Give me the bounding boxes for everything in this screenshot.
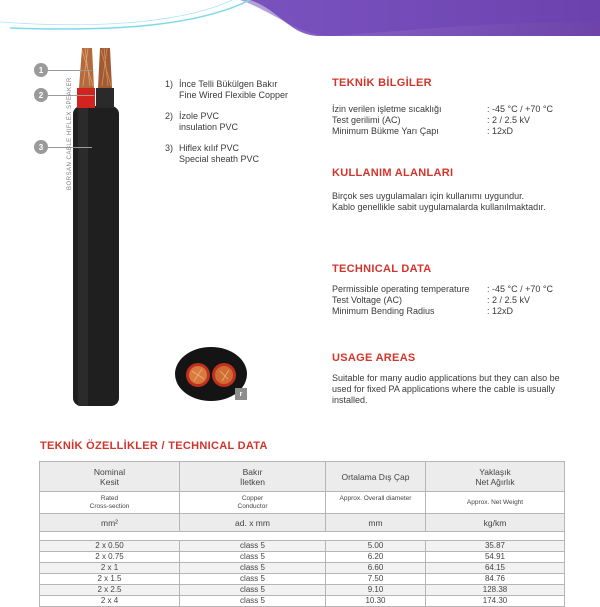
section-title-technical-data: TECHNICAL DATA (332, 263, 432, 275)
spec-row (332, 306, 577, 317)
cross-section-badge: r (235, 388, 247, 400)
spec-key: Test Voltage (AC) (332, 295, 403, 305)
legend-number: 3) (165, 143, 174, 153)
column-header: Ortalama Dış Çap (326, 462, 426, 492)
table-cell: 2 x 2.5 (40, 585, 180, 596)
legend-tr: İzole PVC (179, 111, 220, 121)
spec-row (332, 295, 577, 306)
info-column (332, 78, 577, 406)
legend-item (165, 143, 325, 165)
unit-cell: ad. x mm (180, 514, 326, 532)
table-cell: 128.38 (426, 585, 565, 596)
table-cell: class 5 (180, 541, 326, 552)
table-cell: 6.60 (326, 563, 426, 574)
table-cell: class 5 (180, 552, 326, 563)
table-cell: 7.50 (326, 574, 426, 585)
table-cell: 2 x 0.50 (40, 541, 180, 552)
table-cell: 2 x 0.75 (40, 552, 180, 563)
spec-key: Minimum Bending Radius (332, 306, 435, 316)
spec-row (332, 126, 577, 137)
column-subheader: Approx. Net Weight (426, 492, 565, 514)
table-cell: class 5 (180, 574, 326, 585)
usage-line: Suitable for many audio applications but they can also be (332, 373, 560, 383)
component-legend (165, 79, 325, 175)
table-cell: class 5 (180, 596, 326, 607)
column-header: Nominal Kesit (40, 462, 180, 492)
legend-tr: Hiflex kılıf PVC (179, 143, 240, 153)
legend-tr: İnce Telli Bükülgen Bakır (179, 79, 278, 89)
spec-value: : 2 / 2.5 kV (487, 295, 531, 305)
column-subheader: Rated Cross-section (40, 492, 180, 514)
table-title: TEKNİK ÖZELLİKLER / TECHNICAL DATA (40, 440, 268, 452)
callout-marker: 2 (34, 88, 48, 102)
kullanim-line: Birçok ses uygulamaları için kullanımı uygundur. (332, 191, 525, 201)
table-subheader-row (40, 492, 565, 514)
table-cell: class 5 (180, 585, 326, 596)
section-title-usage-areas: USAGE AREAS (332, 352, 416, 364)
spec-key: Permissible operating temperature (332, 284, 470, 294)
legend-number: 1) (165, 79, 174, 89)
table-row (40, 563, 565, 574)
table-cell: 174.30 (426, 596, 565, 607)
usage-line: used for fixed PA applications where the cable is usually (332, 384, 555, 394)
table-cell: 5.00 (326, 541, 426, 552)
callout-marker: 1 (34, 63, 48, 77)
table-cell: class 5 (180, 563, 326, 574)
spec-value: : -45 °C / +70 °C (487, 284, 553, 294)
legend-number: 2) (165, 111, 174, 121)
table-row (40, 541, 565, 552)
legend-item (165, 111, 325, 133)
legend-en: Special sheath PVC (179, 154, 260, 164)
spec-key: İzin verilen işletme sıcaklığı (332, 104, 442, 114)
spec-row (332, 115, 577, 126)
spec-row (332, 284, 577, 295)
spec-value: : 12xD (487, 126, 514, 136)
spec-value: : 2 / 2.5 kV (487, 115, 531, 125)
section-title-kullanim: KULLANIM ALANLARI (332, 167, 454, 179)
table-cell: 54.91 (426, 552, 565, 563)
section-title-teknik-bilgiler: TEKNİK BİLGİLER (332, 77, 432, 89)
callout-1 (34, 63, 92, 77)
legend-en: insulation PVC (179, 122, 239, 132)
cable-print-text: BORSAN CABLE HIFLEX SPEAKER (67, 77, 73, 190)
table-row (40, 585, 565, 596)
table-cell: 35.87 (426, 541, 565, 552)
table-cell: 64.15 (426, 563, 565, 574)
column-header: Yaklaşık Net Ağırlık (426, 462, 565, 492)
table-header-row (40, 462, 565, 492)
column-header: Bakır İletken (180, 462, 326, 492)
callout-line (48, 70, 92, 71)
table-cell: 84.76 (426, 574, 565, 585)
table-row (40, 552, 565, 563)
table-units-row (40, 514, 565, 532)
callout-2 (34, 88, 94, 102)
spec-key: Test gerilimi (AC) (332, 115, 401, 125)
callout-marker: 3 (34, 140, 48, 154)
spec-row (332, 104, 577, 115)
table-row (40, 574, 565, 585)
table-row (40, 596, 565, 607)
table-cell: 6.20 (326, 552, 426, 563)
unit-cell: mm² (40, 514, 180, 532)
table-cell: 2 x 4 (40, 596, 180, 607)
spec-key: Minimum Bükme Yarı Çapı (332, 126, 439, 136)
legend-item (165, 79, 325, 101)
table-cell: 2 x 1 (40, 563, 180, 574)
spec-value: : 12xD (487, 306, 514, 316)
table-cell: 9.10 (326, 585, 426, 596)
unit-cell: kg/km (426, 514, 565, 532)
unit-cell: mm (326, 514, 426, 532)
table-cell: 10.30 (326, 596, 426, 607)
column-subheader: Approx. Overall diameter (326, 492, 426, 514)
table-cell: 2 x 1.5 (40, 574, 180, 585)
spec-value: : -45 °C / +70 °C (487, 104, 553, 114)
usage-line: installed. (332, 395, 368, 405)
legend-en: Fine Wired Flexible Copper (179, 90, 289, 100)
callout-3 (34, 140, 92, 154)
kullanim-line: Kablo genellikle sabit uygulamalarda kullanılmaktadır. (332, 202, 546, 212)
column-subheader: Copper Conductor (180, 492, 326, 514)
technical-data-table (39, 461, 565, 607)
header-wave-band (0, 0, 600, 40)
